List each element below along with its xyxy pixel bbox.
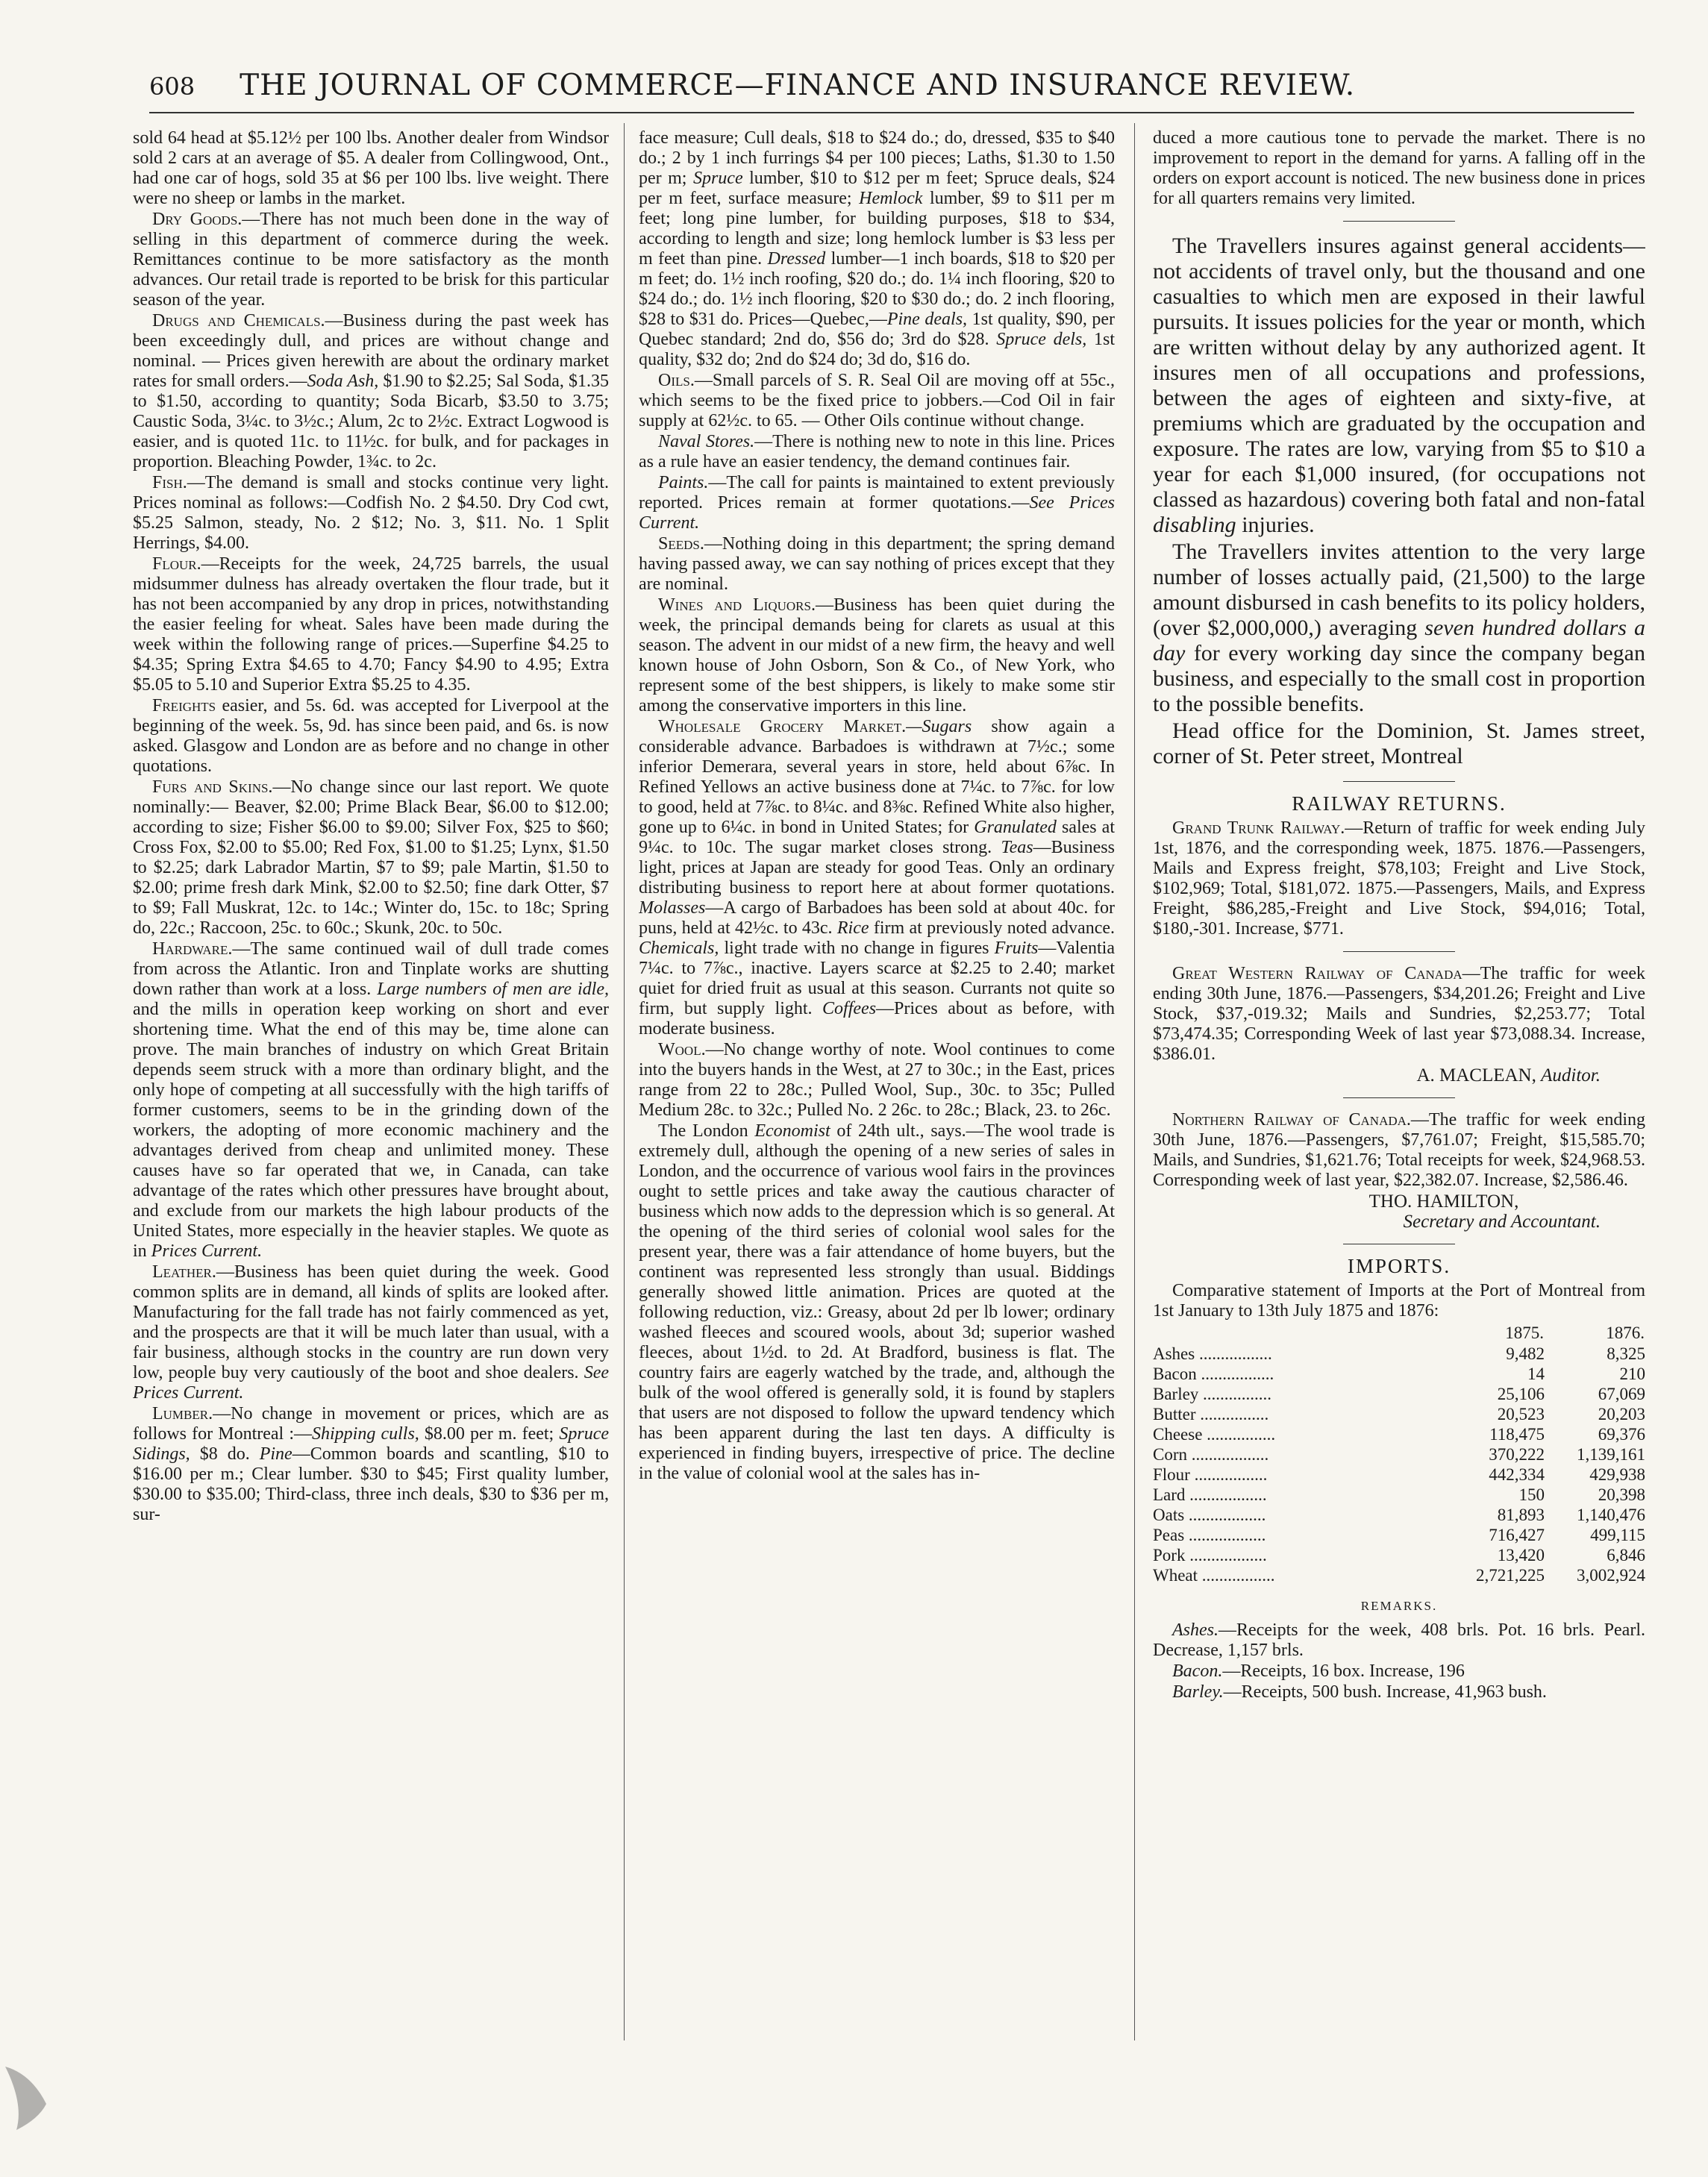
emphasis: Teas bbox=[1001, 838, 1033, 857]
section-body: —Prices about as before, with moderate business. bbox=[639, 999, 1115, 1039]
section-head: Naval Stores. bbox=[658, 432, 755, 451]
section-body: —No change worthy of note. Wool continues to come into the buyers hands in the West, at 27 to 30c.; in the East, prices range from 22 to 28c.; Pulled Wool, Sup., 30c. to 35c; Pulled Medium 28c. to 32c.; Pulled No. 2 26c. to 28c.; Black, 23. to 26c. bbox=[639, 1040, 1115, 1120]
ad-text: The Travellers invites attention to the very large number of losses actually paid, (21,500) to the large amount disbursed in cash benefits to its policy holders, (over $2,000,000,) averaging bbox=[1153, 539, 1645, 640]
imports-row bbox=[1153, 1344, 1645, 1364]
section-head: Dry Goods. bbox=[152, 210, 243, 229]
import-item: Butter ................ bbox=[1153, 1405, 1269, 1423]
import-item: Bacon ................. bbox=[1153, 1365, 1274, 1383]
import-value: 2,721,225 bbox=[1476, 1566, 1545, 1585]
section-head: Grand Trunk Railway. bbox=[1172, 818, 1345, 838]
section-head: Ashes. bbox=[1172, 1620, 1219, 1640]
import-value: 1,139,161 bbox=[1577, 1445, 1645, 1464]
header-rule bbox=[149, 112, 1634, 113]
emphasis: Prices Current. bbox=[151, 1241, 263, 1261]
imports-row bbox=[1153, 1404, 1645, 1424]
section-body: lumber—1 inch boards, $18 to $20 per m feet; do. 1½ inch roofing, $20 do.; do. 1¼ inch flooring, $20 to $24 do.; do. 1½ inch flooring, $20 to $30 do.; do. 2 inch flooring, $28 to $31 do. Prices—Quebec,— bbox=[639, 249, 1115, 329]
import-value: 20,398 bbox=[1598, 1485, 1645, 1504]
emphasis: seven hundred dollars a day bbox=[1153, 615, 1645, 665]
emphasis: Spruce Sidings, bbox=[133, 1424, 609, 1464]
emphasis: Pine bbox=[259, 1444, 293, 1464]
imports-table bbox=[1153, 1322, 1645, 1585]
section-body: —The same continued wail of dull trade comes from across the Atlantic. Iron and Tinplate works are shutting down rather than work at a loss. bbox=[133, 939, 609, 999]
imports-row bbox=[1153, 1424, 1645, 1444]
import-value: 210 bbox=[1619, 1365, 1645, 1383]
flour-paragraph bbox=[133, 554, 609, 695]
scan-smudge bbox=[1, 2059, 54, 2134]
import-value: 13,420 bbox=[1497, 1546, 1545, 1564]
import-value: 69,376 bbox=[1598, 1425, 1645, 1444]
import-item: Ashes ................. bbox=[1153, 1344, 1272, 1363]
section-head: Oils. bbox=[658, 371, 695, 390]
secretary-title bbox=[1153, 1212, 1645, 1232]
section-head: Drugs and Chemicals. bbox=[152, 311, 325, 331]
section-head: Wool. bbox=[658, 1040, 706, 1059]
import-item: Lard .................. bbox=[1153, 1485, 1267, 1504]
emphasis: Molasses bbox=[639, 898, 706, 918]
emphasis: Dressed bbox=[767, 249, 826, 269]
import-value: 3,002,924 bbox=[1577, 1566, 1645, 1585]
emphasis: See Prices Current. bbox=[133, 1363, 609, 1403]
section-body: show again a considerable advance. Barbadoes is withdrawn at 7½c.; some inferior Demerara, several years in store, held about 6⅞c. In Refined Yellows an active business done at 7¼c. to 7⅞c. for low to good, held at 7⅞c. to 8¼c. and 8⅜c. Refined White also higher, gone up to 6¼c. in bond in United States; for bbox=[639, 717, 1115, 837]
ad-paragraph: Head office for the Dominion, St. James street, corner of St. Peter street, Montreal bbox=[1153, 718, 1645, 768]
emphasis: Large numbers of men are idle, bbox=[371, 980, 609, 999]
section-body: lumber, $9 to $11 per m feet; long pine lumber, for building purposes, $18 to $34, according to length and size; long hemlock lumber is $3 less per m feet than pine. bbox=[639, 189, 1115, 269]
page-number: 608 bbox=[149, 72, 195, 101]
section-body: light trade with no change in figures bbox=[719, 939, 995, 958]
section-head: Hardware. bbox=[152, 939, 233, 959]
market-report-paragraph: sold 64 head at $5.12½ per 100 lbs. Another dealer from Windsor sold 2 cars at an average of $5. A dealer from Collingwood, Ont., had one car of hogs, sold 35 at $6 per 100 lbs. live weight. There were no sheep or lambs in the market. bbox=[133, 128, 609, 208]
dry-goods-paragraph bbox=[133, 210, 609, 310]
section-body: —The traffic for week ending 30th June, 1876.—Passengers, $7,761.07; Freight, $15,585.70; Mails, and Sundries, $1,621.76; Total receipts for week, $24,968.53. Corresponding week of last year, $22,382.07. Increase, $2,586.46. bbox=[1153, 1110, 1645, 1190]
emphasis: Chemicals, bbox=[639, 939, 719, 958]
section-body: —No change in movement or prices, which are as follows for Montreal :— bbox=[133, 1404, 609, 1444]
column-divider bbox=[624, 123, 625, 2040]
emphasis: Shipping culls, bbox=[312, 1424, 419, 1444]
section-divider bbox=[1343, 1097, 1455, 1098]
import-item: Flour ................. bbox=[1153, 1465, 1268, 1484]
import-value: 150 bbox=[1518, 1485, 1545, 1504]
hardware-paragraph bbox=[133, 939, 609, 1262]
imports-intro: Comparative statement of Imports at the Port of Montreal from 1st January to 13th July 1875 and 1876: bbox=[1153, 1281, 1645, 1321]
import-item: Peas .................. bbox=[1153, 1526, 1266, 1544]
section-body: —Valentia 7¼c. to 7⅞c., inactive. Layers scarce at $2.25 to 2.40; market quiet for dried fruit as usual at this season. Currants not quite so firm, but supply light. bbox=[639, 939, 1115, 1018]
import-value: 442,334 bbox=[1489, 1465, 1545, 1484]
great-western-paragraph bbox=[1153, 964, 1645, 1065]
ashes-remark bbox=[1153, 1620, 1645, 1661]
section-body: —A cargo of Barbadoes has been sold at about 40c. for puns, held at 42½c. to 43c. bbox=[639, 898, 1115, 938]
section-body: —The call for paints is maintained to extent previously reported. Prices remain at former quotations.— bbox=[639, 473, 1115, 513]
section-head: Northern Railway of Canada. bbox=[1172, 1110, 1411, 1130]
ad-text: for every working day since the company began business, and especially to the small cost in proportion to the possible benefits. bbox=[1153, 641, 1645, 716]
section-body: $8.00 per m. feet; bbox=[419, 1424, 560, 1444]
section-head: Great Western Railway of Canada bbox=[1172, 964, 1463, 983]
section-body: —Nothing doing in this department; the spring demand having passed away, we can say nothing of prices except that they are nominal. bbox=[639, 534, 1115, 594]
economist-paragraph bbox=[639, 1121, 1115, 1484]
freights-paragraph bbox=[133, 696, 609, 777]
emphasis: Spruce dels, bbox=[996, 330, 1087, 349]
wool-paragraph bbox=[639, 1040, 1115, 1121]
import-value: 25,106 bbox=[1497, 1385, 1545, 1403]
import-value: 81,893 bbox=[1497, 1506, 1545, 1524]
imports-row bbox=[1153, 1444, 1645, 1465]
journal-title: THE JOURNAL OF COMMERCE—FINANCE AND INSURANCE REVIEW. bbox=[240, 69, 1356, 102]
remarks-heading: REMARKS. bbox=[1360, 1599, 1438, 1613]
oils-paragraph bbox=[639, 371, 1115, 431]
section-body: —Business light, prices at Japan are steady for good Teas. Only an ordinary distributing business to report here at about former quotations. bbox=[639, 838, 1115, 898]
signer-name: A. MACLEAN, bbox=[1416, 1065, 1536, 1086]
section-head: Lumber. bbox=[152, 1404, 213, 1423]
railway-returns-heading: RAILWAY RETURNS. bbox=[1292, 792, 1507, 815]
section-body: of 24th ult., says.—The wool trade is extremely dull, although the opening of a new series of sales in London, and the occurrence of various wool fairs in the provinces ought to settle prices and take away the cautious character of business which now adds to the depression which is so general. At the opening of the third series of colonial wool sales for the present year, there was a fair attendance of home buyers, but the continent was represented less strongly than usual. Biddings generally showed little animation. Prices are quoted at the following reduction, viz.: Greasy, about 2d per lb lower; ordinary washed fleeces and scoured wools, about 3d; superior washed fleeces, about 1½d. to 2d. At Bradford, business is flat. The country fairs are eagerly watched by the trade, and, although the bulk of the wool offered is generally sold, it is found by staplers that users are not disposed to follow the upward tendency which has been apparent during the last ten days. A difficulty is experienced in finding buyers, irrespective of price. The decline in the value of colonial wool at the sales has in- bbox=[639, 1121, 1115, 1483]
section-divider bbox=[1343, 781, 1455, 782]
travellers-advertisement bbox=[1153, 234, 1645, 769]
drugs-paragraph bbox=[133, 311, 609, 472]
section-head: Furs and Skins. bbox=[152, 777, 273, 797]
import-item: Pork .................. bbox=[1153, 1546, 1267, 1564]
column-2 bbox=[639, 128, 1115, 2038]
imports-row bbox=[1153, 1485, 1645, 1505]
emphasis: See Prices Current. bbox=[639, 493, 1115, 533]
import-item: Wheat ................. bbox=[1153, 1566, 1275, 1585]
emphasis: disabling bbox=[1153, 513, 1236, 537]
imports-row bbox=[1153, 1565, 1645, 1585]
section-body: lumber, $10 to $12 per m feet; Spruce deals, $24 per m feet, surface measure; bbox=[639, 169, 1115, 208]
import-value: 1,140,476 bbox=[1577, 1506, 1645, 1524]
section-body: —Receipts, 16 box. Increase, 196 bbox=[1222, 1661, 1465, 1681]
section-body: $1.90 to $2.25; Sal Soda, $1.35 to $1.50, according to quantity; Soda Bicarb, $3.50 to 3.75; Caustic Soda, 3¼c. to 3½c.; Alum, 2c to 2½c. Extract Logwood is easier, and is quoted 11c. to 11½c. for bulk, and for packages in proportion. Bleaching Powder, 1¾c. to 2c. bbox=[133, 372, 609, 472]
imports-row bbox=[1153, 1364, 1645, 1384]
section-divider bbox=[1343, 221, 1455, 222]
auditor-signature bbox=[1153, 1065, 1645, 1086]
import-value: 8,325 bbox=[1607, 1344, 1645, 1363]
section-head: Fish. bbox=[152, 473, 187, 492]
lumber-continued-paragraph bbox=[639, 128, 1115, 370]
section-body: —Business has been quiet during the week, the principal demands being for clarets as usual at this season. The advent in our midst of a new firm, the heavy and well known house of John Osborn, Son & Co., of New York, who represent some of the best shippers, is likely to make some stir among the conservative importers in this line. bbox=[639, 595, 1115, 715]
section-body: —The traffic for week ending 30th June, 1876.—Passengers, $34,201.26; Freight and Live Stock, $37,-019.32; Mails and Sundries, $2,253.77; Total $73,474.35; Corresponding Week of last year $73,088.34. Increase, $386.01. bbox=[1153, 964, 1645, 1064]
section-body: —Return of traffic for week ending July 1st, 1876, and the corresponding week, 1875. 1876.—Passengers, Mails and Express freight, $78,103; Freight and Live Stock, $102,969; Total, $181,072. 1875.—Passengers, Mails, and Express Freight, $86,285,-Freight and Live Stock, $94,016; Total, $180,-301. Increase, $771. bbox=[1153, 818, 1645, 939]
import-value: 14 bbox=[1527, 1365, 1545, 1383]
section-body: —The demand is small and stocks continue very light. Prices nominal as follows:—Codfish No. 2 $4.50. Dry Cod cwt, $5.25 Salmon, steady, No. 2 $12; No. 3, $11. No. 1 Split Herrings, $4.00. bbox=[133, 473, 609, 553]
section-head: Flour. bbox=[152, 554, 201, 574]
section-head: Barley. bbox=[1172, 1682, 1224, 1702]
import-value: 9,482 bbox=[1506, 1344, 1545, 1363]
section-body: —No change since our last report. We quote nominally:— Beaver, $2.00; Prime Black Bear, $6.00 to $12.00; according to size; Fisher $6.00 to $9.00; Silver Fox, $25 to $60; Cross Fox, $2.00 to $5.00; Red Fox, $1.00 to $1.25; Lynx, $1.50 to $2.25; dark Labrador Martin, $7 to $9; pale Martin, $1.50 to $2.00; prime fresh dark Mink, $2.00 to $2.50; fine dark Otter, $7 to $9; Fall Muskrat, 12c. to 14c.; Winter do, 15c. to 18c; Spring do, 22c.; Raccoon, 25c. to 60c.; Skunk, 20c. to 50c. bbox=[133, 777, 609, 938]
section-body: —Receipts for the week, 408 brls. Pot. 16 brls. Pearl. Decrease, 1,157 brls. bbox=[1153, 1620, 1645, 1660]
emphasis: Pine deals, bbox=[886, 310, 968, 329]
naval-stores-paragraph bbox=[639, 432, 1115, 472]
imports-row bbox=[1153, 1525, 1645, 1545]
section-body: sales at 9¼c. to 10c. The sugar market closes strong. bbox=[639, 818, 1115, 857]
imports-row bbox=[1153, 1384, 1645, 1404]
signer-title: Auditor. bbox=[1541, 1065, 1601, 1086]
section-body: $8 do. bbox=[190, 1444, 260, 1464]
imports-row bbox=[1153, 1545, 1645, 1565]
section-head: Wholesale Grocery Market. bbox=[658, 717, 907, 736]
section-body: 1st quality, $32 do; 2nd do $24 do; 3d do, $16 do. bbox=[639, 330, 1115, 369]
import-value: 499,115 bbox=[1590, 1526, 1645, 1544]
paints-paragraph bbox=[639, 473, 1115, 533]
emphasis: Soda Ash, bbox=[307, 372, 379, 391]
barley-remark bbox=[1153, 1682, 1645, 1703]
signer-title: Secretary and Accountant. bbox=[1403, 1212, 1601, 1232]
leather-paragraph bbox=[133, 1262, 609, 1403]
import-item: Oats .................. bbox=[1153, 1506, 1266, 1524]
page-header bbox=[149, 69, 1634, 106]
secretary-name: THO. HAMILTON, bbox=[1368, 1191, 1519, 1212]
section-head: Bacon. bbox=[1172, 1661, 1223, 1681]
import-value: 370,222 bbox=[1489, 1445, 1545, 1464]
import-value: 20,203 bbox=[1598, 1405, 1645, 1423]
section-body: —There is nothing new to note in this line. Prices as a rule have an easier tendency, the demand continues fair. bbox=[639, 432, 1115, 472]
imports-heading: IMPORTS. bbox=[1347, 1255, 1451, 1277]
bacon-remark bbox=[1153, 1661, 1645, 1682]
section-head: Leather. bbox=[152, 1262, 216, 1282]
section-body: —Small parcels of S. R. Seal Oil are moving off at 55c., which seems to be the fixed price to jobbers.—Cod Oil in fair supply at 62½c. to 65. — Other Oils continue without change. bbox=[639, 371, 1115, 430]
northern-railway-paragraph bbox=[1153, 1110, 1645, 1191]
section-head: Wines and Liquors. bbox=[658, 595, 816, 615]
imports-row bbox=[1153, 1465, 1645, 1485]
ad-paragraph bbox=[1153, 539, 1645, 717]
grand-trunk-paragraph bbox=[1153, 818, 1645, 939]
seeds-paragraph bbox=[639, 534, 1115, 595]
emphasis: Coffees bbox=[822, 999, 877, 1018]
lumber-paragraph bbox=[133, 1404, 609, 1525]
import-value: 429,938 bbox=[1589, 1465, 1645, 1484]
column-3 bbox=[1153, 128, 1645, 2038]
ad-text: injuries. bbox=[1236, 513, 1315, 537]
wines-paragraph bbox=[639, 595, 1115, 716]
ad-paragraph bbox=[1153, 234, 1645, 538]
grocery-paragraph bbox=[639, 717, 1115, 1039]
section-body: firm at previously noted advance. bbox=[869, 918, 1115, 938]
import-value: 67,069 bbox=[1598, 1385, 1645, 1403]
column-1 bbox=[133, 128, 609, 2038]
section-body: and the mills in operation keep working on short and ever shortening time. What the end of this may be, time alone can prove. The main branches of industry on which Great Britain depends seem struck with a more than ordinary blight, and the only hope of competing at all successfully with the high tariffs of former customers, seems to be in the grinding down of the workers, the adopting of more economic machinery and the advantages derived from cheap and unlimited money. These causes have so far operated that we, in Canada, can take advantage of the rates which other pressures have brought about, and exclude from our markets the high labour products of the United States, more especially in the heavier staples. We quote as in bbox=[133, 1000, 609, 1261]
emphasis: Economist bbox=[754, 1121, 830, 1141]
section-body: 1st quality, $90, per Quebec standard; 2nd do, $56 do; 3rd do $28. bbox=[639, 310, 1115, 349]
section-divider bbox=[1343, 951, 1455, 952]
fish-paragraph bbox=[133, 473, 609, 554]
import-value: 6,846 bbox=[1607, 1546, 1645, 1564]
ad-text: The Travellers insures against general accidents—not accidents of travel only, but the thousand and one casualties to which men are exposed in their lawful pursuits. It issues policies for the year or month, which are written without delay by any authorized agent. It insures men of all occupations and professions, between the ages of eighteen and sixty-five, at premiums which are graduated by the occupation and exposure. The rates are low, varying from $5 to $10 a year for each $1,000 insured, (for occupations not classed as hazardous) covering both fatal and non-fatal bbox=[1153, 234, 1645, 512]
imports-row bbox=[1153, 1505, 1645, 1525]
emphasis: Granulated bbox=[974, 818, 1057, 837]
section-body: The London bbox=[658, 1121, 755, 1141]
emphasis: Rice bbox=[836, 918, 869, 938]
section-body: —Receipts for the week, 24,725 barrels, the usual midsummer dulness has already overtaken the flour trade, but it has not been accompanied by any drop in prices, notwithstanding the easier feeling for wheat. Sales have been made during the week within the following range of prices.—Superfine $4.25 to $4.35; Spring Extra $4.65 to 4.70; Fancy $4.90 to 4.95; Extra $5.05 to 5.10 and Superior Extra $5.25 to 4.35. bbox=[133, 554, 609, 695]
import-item: Corn .................. bbox=[1153, 1445, 1269, 1464]
section-body: easier, and 5s. 6d. was accepted for Liverpool at the beginning of the week. 5s, 9d. has since been paid, and 6s. is now asked. Glasgow and London are as before and no change in other quotations. bbox=[133, 696, 609, 776]
wool-continued-paragraph: duced a more cautious tone to pervade the market. There is no improvement to report in the demand for yarns. A falling off in the orders on export account is noticed. The new business done in prices for all quarters remains very limited. bbox=[1153, 128, 1645, 208]
imports-header-row bbox=[1153, 1322, 1645, 1344]
emphasis: —Sugars bbox=[906, 717, 972, 736]
emphasis: Spruce bbox=[692, 169, 743, 188]
section-body: —There has not much been done in the way of selling in this department of commerce during the week. Remittances continue to be more satisfactory as the month advances. Our retail trade is reported to be brisk for this particular season of the year. bbox=[133, 210, 609, 310]
section-head: Freights bbox=[152, 696, 216, 715]
year-header: 1876. bbox=[1606, 1324, 1645, 1342]
import-value: 20,523 bbox=[1497, 1405, 1545, 1423]
section-body: —Common boards and scantling, $10 to $16.00 per m.; Clear lumber. $30 to $45; First quality lumber, $30.00 to $35.00; Third-class, three inch deals, $30 to $36 per m, sur- bbox=[133, 1444, 609, 1524]
import-value: 716,427 bbox=[1489, 1526, 1545, 1544]
import-value: 118,475 bbox=[1489, 1425, 1545, 1444]
import-item: Cheese ................ bbox=[1153, 1425, 1276, 1444]
section-body: —Receipts, 500 bush. Increase, 41,963 bush. bbox=[1223, 1682, 1547, 1702]
section-head: Seeds. bbox=[658, 534, 704, 554]
furs-paragraph bbox=[133, 777, 609, 939]
section-body: face measure; Cull deals, $18 to $24 do.; do, dressed, $35 to $40 do.; 2 by 1 inch furrings $4 per 100 pieces; Laths, $1.30 to 1.50 per m; bbox=[639, 128, 1115, 188]
year-header: 1875. bbox=[1505, 1324, 1544, 1342]
import-item: Barley ................ bbox=[1153, 1385, 1272, 1403]
section-head: Paints. bbox=[658, 473, 709, 492]
emphasis: Hemlock bbox=[859, 189, 923, 208]
section-body: —Business during the past week has been exceedingly dull, and prices are without change and nominal. — Prices given herewith are about the ordinary market rates for small orders.— bbox=[133, 311, 609, 391]
section-body: —Business has been quiet during the week. Good common splits are in demand, all kinds of splits are looked after. Manufacturing for the fall trade has not fairly commenced as yet, and the prospects are that it will be much later than usual, with a fair business, although stocks in the country are run down very low, people buy very cautiously of the boot and shoe dealers. bbox=[133, 1262, 609, 1382]
emphasis: Fruits bbox=[994, 939, 1039, 958]
column-divider bbox=[1134, 123, 1135, 2040]
